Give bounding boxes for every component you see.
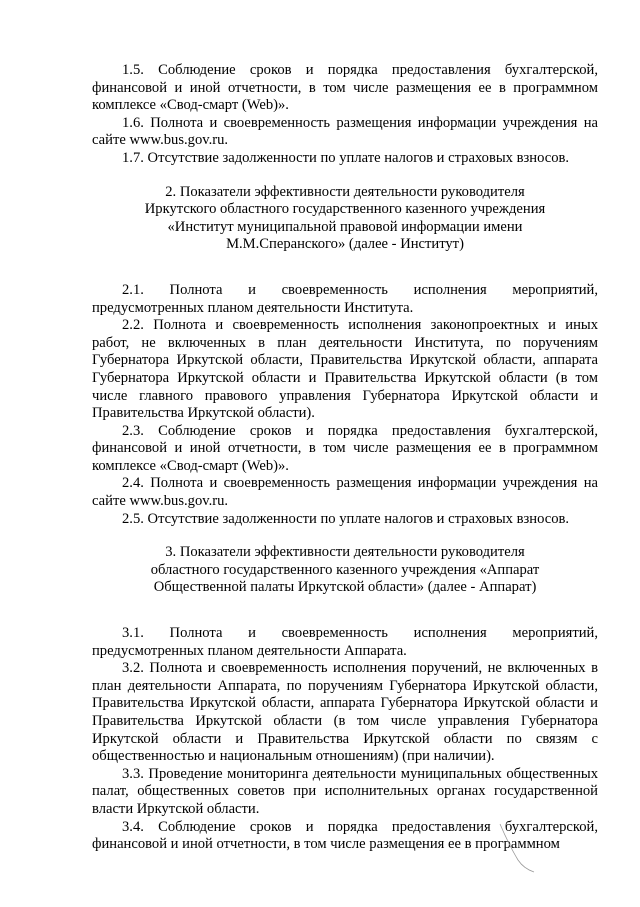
paragraph-3-3: 3.3. Проведение мониторинга деятельности муниципальных общественных палат, общественных советов при исполнительных органах государственной власти Иркутской области. (92, 765, 598, 817)
paragraph-2-1: 2.1. Полнота и своевременность исполнения мероприятий, предусмотренных планом деятельности Института. (92, 281, 598, 316)
section-3-heading-line: Общественной палаты Иркутской области» (далее - Аппарат) (153, 579, 537, 596)
paragraph-2-4: 2.4. Полнота и своевременность размещения информации учреждения на сайте www.bus.gov.ru. (92, 475, 598, 510)
section-2-heading-line: «Институт муниципальной правовой информации имени (167, 218, 523, 235)
paragraph-2-3: 2.3. Соблюдение сроков и порядка предоставления бухгалтерской, финансовой и иной отчетности, в том числе размещения ее в программном комплексе «Свод-смарт (Web)». (92, 422, 598, 474)
section-2-heading-line: М.М.Сперанского» (далее - Институт) (226, 236, 464, 253)
paragraph-3-4: 3.4. Соблюдение сроков и порядка предоставления бухгалтерской, финансовой и иной отчетности, в том числе размещения ее в программном (92, 818, 598, 853)
paragraph-1-7: 1.7. Отсутствие задолженности по уплате налогов и страховых взносов. (122, 149, 570, 166)
paragraph-2-5: 2.5. Отсутствие задолженности по уплате налогов и страховых взносов. (122, 510, 570, 527)
document-body (92, 62, 598, 854)
paragraph-2-2: 2.2. Полнота и своевременность исполнения законопроектных и иных работ, не включенных в план деятельности Института, по поручениям Губернатора Иркутской области, Правительства Иркутской области, аппарата Губернатора Иркутской области и Правительства Иркутской области (в том числе главного правового управления Губернатора Иркутской области и Правительства Иркутской области). (92, 317, 598, 422)
scan-artifact-mark (478, 820, 538, 880)
paragraph-3-1: 3.1. Полнота и своевременность исполнения мероприятий, предусмотренных планом деятельности Аппарата. (92, 625, 598, 659)
section-3-heading-line: областного государственного казенного учреждения «Аппарат (150, 561, 540, 578)
section-2-heading (92, 184, 598, 254)
paragraph-1-6: 1.6. Полнота и своевременность размещения информации учреждения на сайте www.bus.gov.ru. (92, 114, 598, 149)
paragraph-3-2: 3.2. Полнота и своевременность исполнения поручений, не включенных в план деятельности Аппарата, по поручениям Губернатора Иркутской области, Правительства Иркутской области, аппарата Губернатора Иркутской области и Правительства Иркутской области (в том числе управления Губернатора Иркутской области и Правительства Иркутской области по связям с общественностью и национальным отношениям) (при наличии). (92, 660, 598, 765)
section-2-heading-line: Иркутского областного государственного казенного учреждения (144, 201, 546, 218)
paragraph-1-5: 1.5. Соблюдение сроков и порядка предоставления бухгалтерской, финансовой и иной отчетности, в том числе размещения ее в программном комплексе «Свод-смарт (Web)». (92, 62, 598, 114)
section-3-heading (92, 544, 598, 597)
section-2-heading-line: 2. Показатели эффективности деятельности руководителя (165, 183, 525, 200)
section-3-heading-line: 3. Показатели эффективности деятельности руководителя (165, 544, 525, 561)
